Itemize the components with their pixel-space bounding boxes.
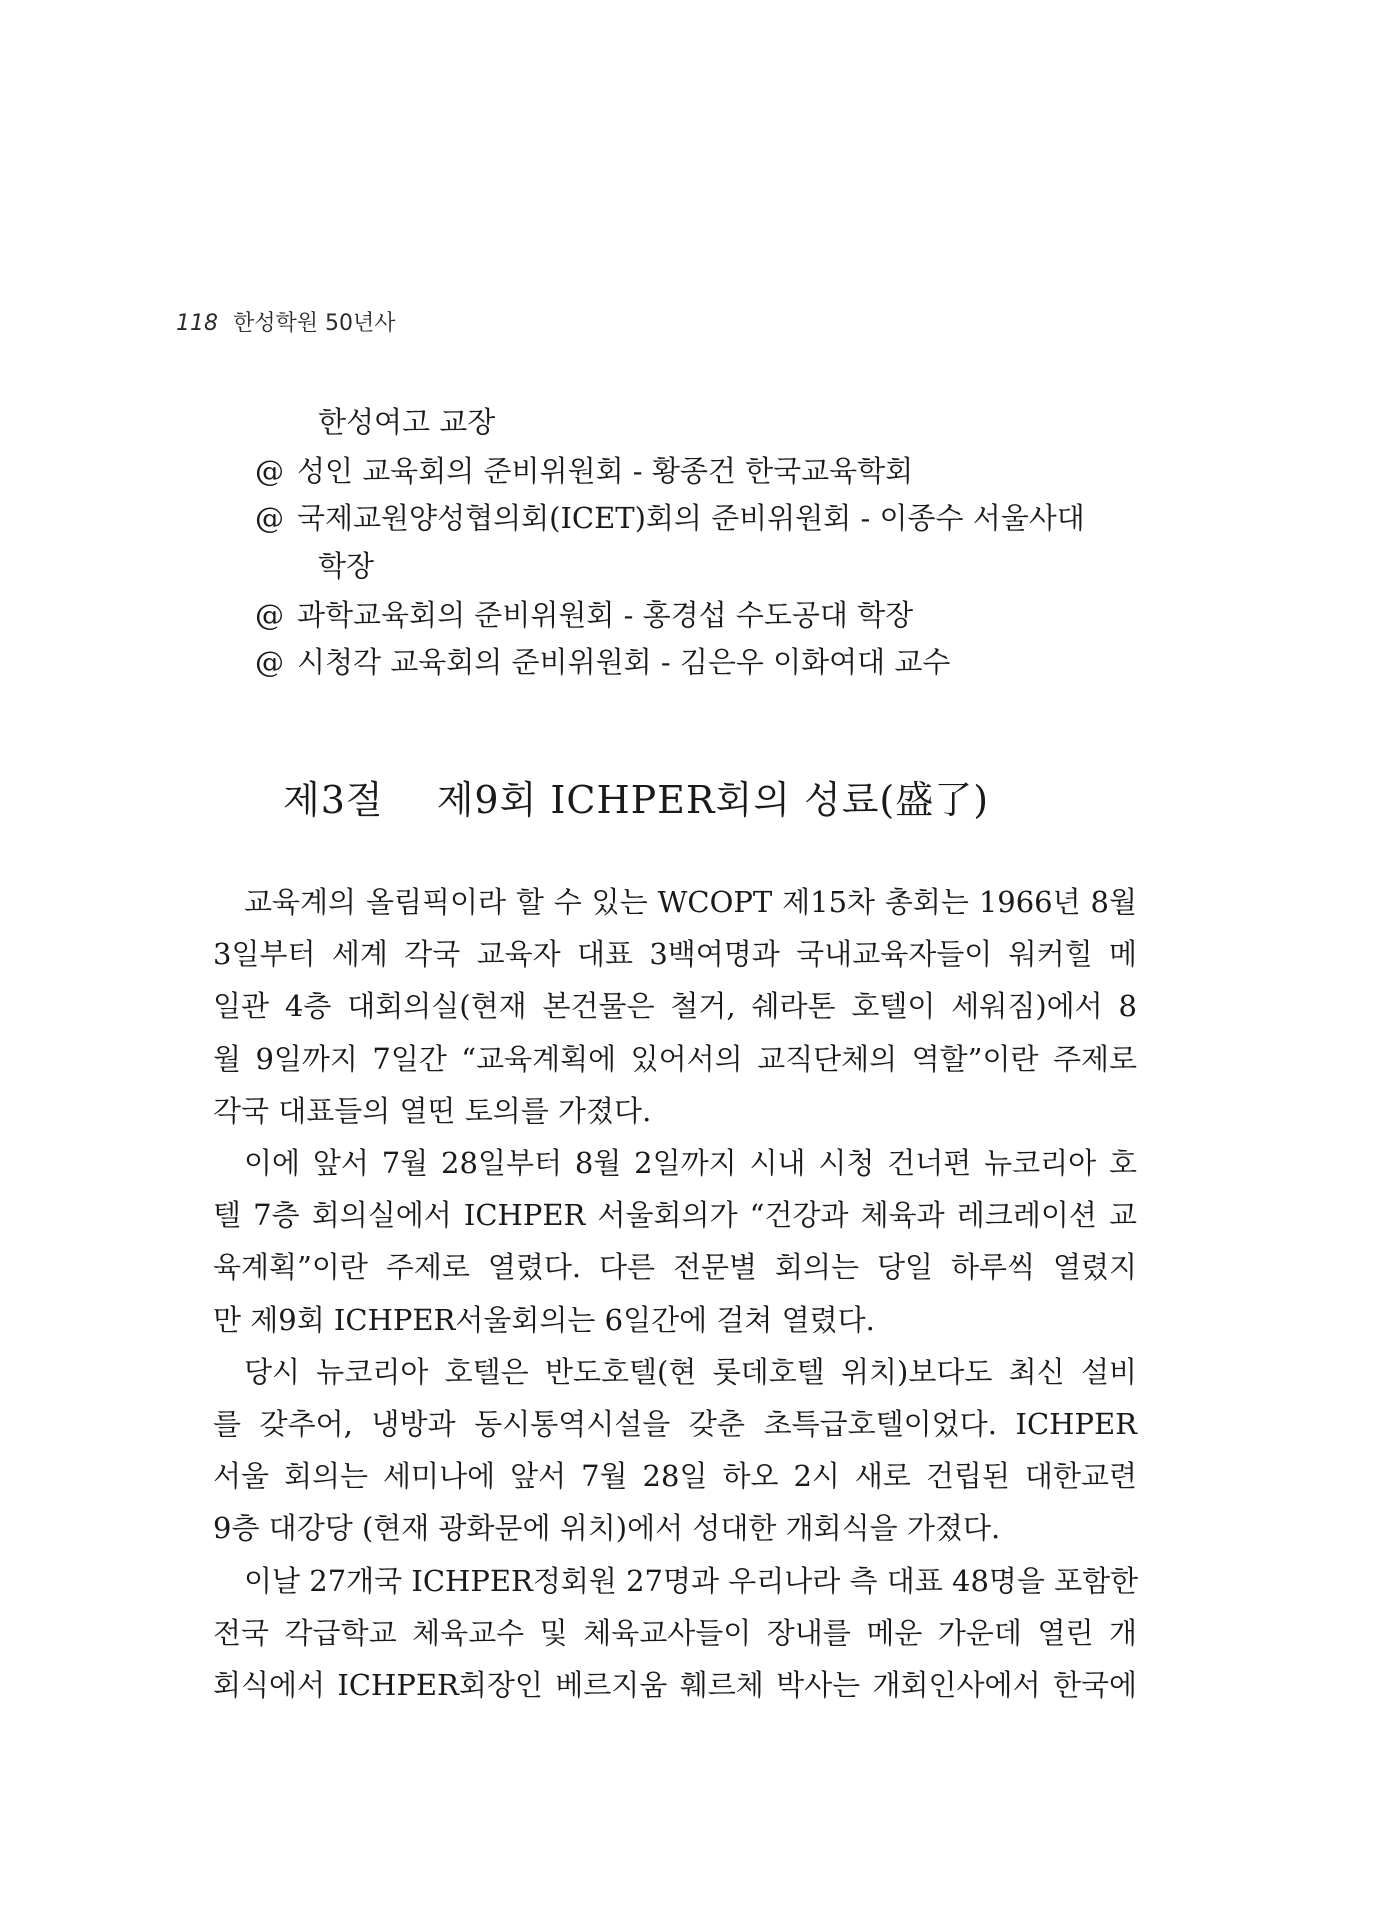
text-line: 만 제9회 ICHPER서울회의는 6일간에 걸쳐 열렸다. [213, 1303, 875, 1337]
committee-list-text: 학장 [318, 549, 375, 583]
bullet-marker: @ [255, 501, 284, 535]
text-line: 각국 대표들의 열띤 토의를 가졌다. [213, 1094, 652, 1128]
section-title: 제9회 ICHPER회의 성료(盛了) [436, 778, 990, 822]
text-line: 3일부터 세계 각국 교육자 대표 3백여명과 국내교육자들이 워커힐 메 [213, 937, 1137, 971]
bullet-marker: @ [255, 598, 284, 632]
text-line: 전국 각급학교 체육교수 및 체육교사들이 장내를 메운 가운데 열린 개 [213, 1616, 1137, 1650]
committee-list-text: 한성여고 교장 [318, 405, 496, 439]
committee-list-text: 과학교육회의 준비위원회 - 홍경섭 수도공대 학장 [297, 598, 914, 632]
committee-list-item [255, 642, 950, 682]
text-line: 를 갖추어, 냉방과 동시통역시설을 갖춘 초특급호텔이었다. ICHPER [213, 1407, 1137, 1441]
committee-list-text: 국제교원양성협의회(ICET)회의 준비위원회 - 이종수 서울사대 [297, 501, 1085, 535]
bullet-marker: @ [255, 645, 284, 679]
text-line: 당시 뉴코리아 호텔은 반도호텔(현 롯데호텔 위치)보다도 최신 설비 [244, 1355, 1137, 1389]
text-line: 서울 회의는 세미나에 앞서 7월 28일 하오 2시 새로 건립된 대한교련 [213, 1459, 1137, 1493]
committee-list-text: 성인 교육회의 준비위원회 - 황종건 한국교육학회 [297, 454, 914, 488]
book-title: 한성학원 50년사 [233, 311, 396, 336]
committee-list-item [255, 595, 913, 635]
committee-list-item [318, 546, 374, 586]
body-text [213, 876, 1137, 1716]
text-line: 이에 앞서 7월 28일부터 8월 2일까지 시내 시청 건너편 뉴코리아 호 [244, 1146, 1137, 1180]
page-number: 118 [176, 311, 218, 336]
text-line: 월 9일까지 7일간 “교육계획에 있어서의 교직단체의 역할”이란 주제로 [213, 1042, 1137, 1076]
text-line: 텔 7층 회의실에서 ICHPER 서울회의가 “건강과 체육과 레크레이션 교 [213, 1198, 1137, 1232]
text-line: 교육계의 올림픽이라 할 수 있는 WCOPT 제15차 총회는 1966년 8월 [244, 885, 1137, 919]
text-line: 육계획”이란 주제로 열렸다. 다른 전문별 회의는 당일 하루씩 열렸지 [213, 1250, 1137, 1284]
section-number: 제3절 [283, 778, 384, 822]
committee-list-text: 시청각 교육회의 준비위원회 - 김은우 이화여대 교수 [297, 645, 951, 679]
text-line: 회식에서 ICHPER회장인 베르지움 훼르체 박사는 개회인사에서 한국에 [213, 1668, 1137, 1702]
text-line: 일관 4층 대회의실(현재 본건물은 철거, 쉐라톤 호텔이 세워짐)에서 8 [213, 989, 1137, 1023]
bullet-marker: @ [255, 454, 284, 488]
text-line: 9층 대강당 (현재 광화문에 위치)에서 성대한 개회식을 가졌다. [213, 1511, 1001, 1545]
committee-list [0, 0, 1381, 720]
committee-list-item [255, 451, 913, 491]
committee-list-item [255, 498, 1085, 538]
text-line: 이날 27개국 ICHPER정회원 27명과 우리나라 측 대표 48명을 포함한 [244, 1564, 1139, 1598]
committee-list-item [318, 402, 495, 442]
section-heading [283, 775, 989, 825]
